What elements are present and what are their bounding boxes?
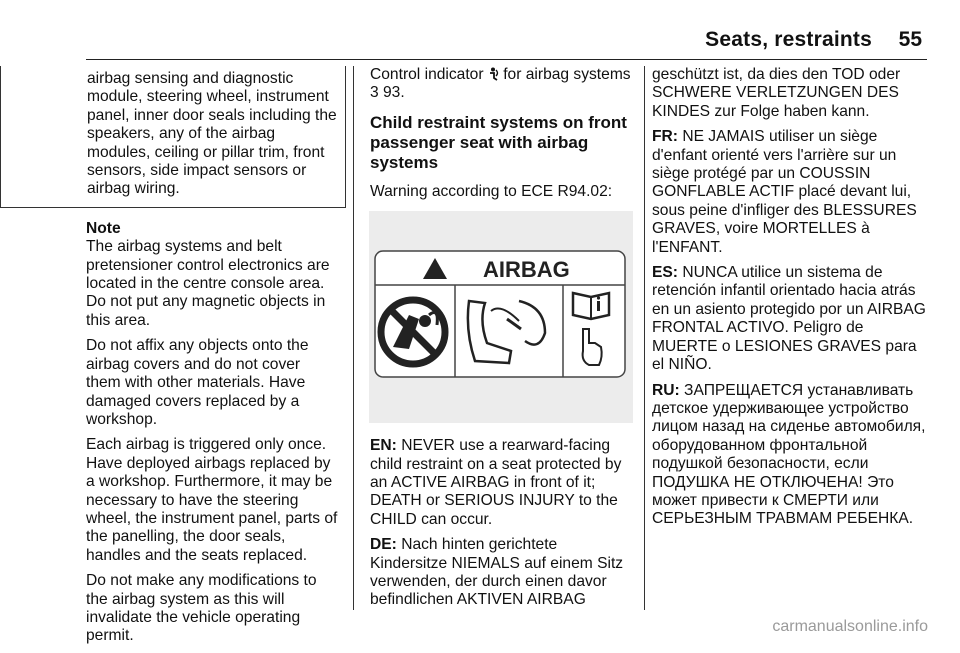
intro-text: Warning according to ECE R94.02: (370, 182, 613, 200)
airbag-label-graphic (369, 211, 633, 423)
warning-fr: FR: NE JAMAIS utiliser un siège d'enfant orienté vers l'arrière sur un siège protégé par un COUSSIN GONFLABLE ACTIF placé devant lui, sous peine d'infliger des BLESSURES GRAVES, voire MORTELLES à l'ENFANT. (652, 128, 917, 256)
warning-box (0, 66, 346, 208)
column-3 (652, 66, 928, 536)
page-header (0, 0, 960, 62)
section-heading: Child restraint systems on front passenger seat with airbag systems (370, 112, 627, 172)
note-label: Note (86, 219, 121, 237)
column-divider-2 (644, 66, 645, 610)
warning-en: EN: NEVER use a rearward-facing child restraint on a seat protected by an ACTIVE AIRBAG in front of it; DEATH or SERIOUS INJURY to the CHILD can occur. (370, 437, 622, 528)
paragraph-covers: Do not affix any objects onto the airbag covers and do not cover them with other materials. Have damaged covers replaced by a workshop. (86, 337, 309, 428)
warning-text: airbag sensing and diagnostic module, steering wheel, instrument panel, inner door seals including the speakers, any of the airbag modules, ceiling or pillar trim, front sensors, side impact sensors or airbag wiring. (87, 70, 337, 198)
no-rear-facing-seat-icon (381, 300, 445, 364)
section-title: Seats, restraints (705, 28, 872, 51)
page-number: 55 (898, 28, 922, 51)
header-divider (86, 59, 927, 60)
control-indicator-text: Control indicator for airbag systems 3 93. (370, 66, 631, 102)
page-reference-link[interactable]: 3 93. (370, 84, 405, 102)
warning-es: ES: NUNCA utilice un sistema de retención infantil orientado hacia atrás en un asiento protegido por un AIRBAG FRONTAL ACTIVO. Peligro de MUERTE o LESIONES GRAVES para el NIÑO. (652, 264, 926, 374)
watermark: carmanualsonline.info (772, 618, 928, 635)
column-1 (86, 66, 338, 653)
column-divider-1 (353, 66, 354, 610)
warning-de: DE: Nach hinten gerichtete Kindersitze NIEMALS auf einem Sitz verwenden, der durch einen davor befindlichen AKTIVEN AIRBAG (370, 536, 624, 609)
figure-airbag-label: AIRBAG (483, 257, 570, 283)
paragraph-modifications: Do not make any modifications to the airbag system as this will invalidate the vehicle operating permit. (86, 572, 317, 645)
note-text: The airbag systems and belt pretensioner control electronics are located in the centre console area. Do not put any magnetic objects in this area. (86, 238, 330, 329)
airbag-person-icon (488, 67, 499, 81)
paragraph-triggered: Each airbag is triggered only once. Have deployed airbags replaced by a workshop. Furthermore, it may be necessary to have the steering wheel, the instrument panel, parts of the panelling, the door seals, handles and the seats replaced. (86, 436, 338, 564)
warning-de-continued: geschützt ist, da dies den TOD oder SCHWERE VERLETZUNGEN DES KINDES zur Folge haben kann. (652, 66, 901, 120)
column-2 (370, 66, 632, 617)
warning-ru: RU: ЗАПРЕЩАЕТСЯ устанавливать детское удерживающее устройство лицом назад на сиденье автомобиля, оборудованном фронтальной подушкой безопасности, если ПОДУШКА НЕ ОТКЛЮЧЕНА! Это может привести к СМЕРТИ или СЕРЬЕЗНЫМ ТРАВМАМ РЕБЕНКА. (652, 381, 926, 528)
airbag-warning-label-figure (369, 211, 633, 423)
